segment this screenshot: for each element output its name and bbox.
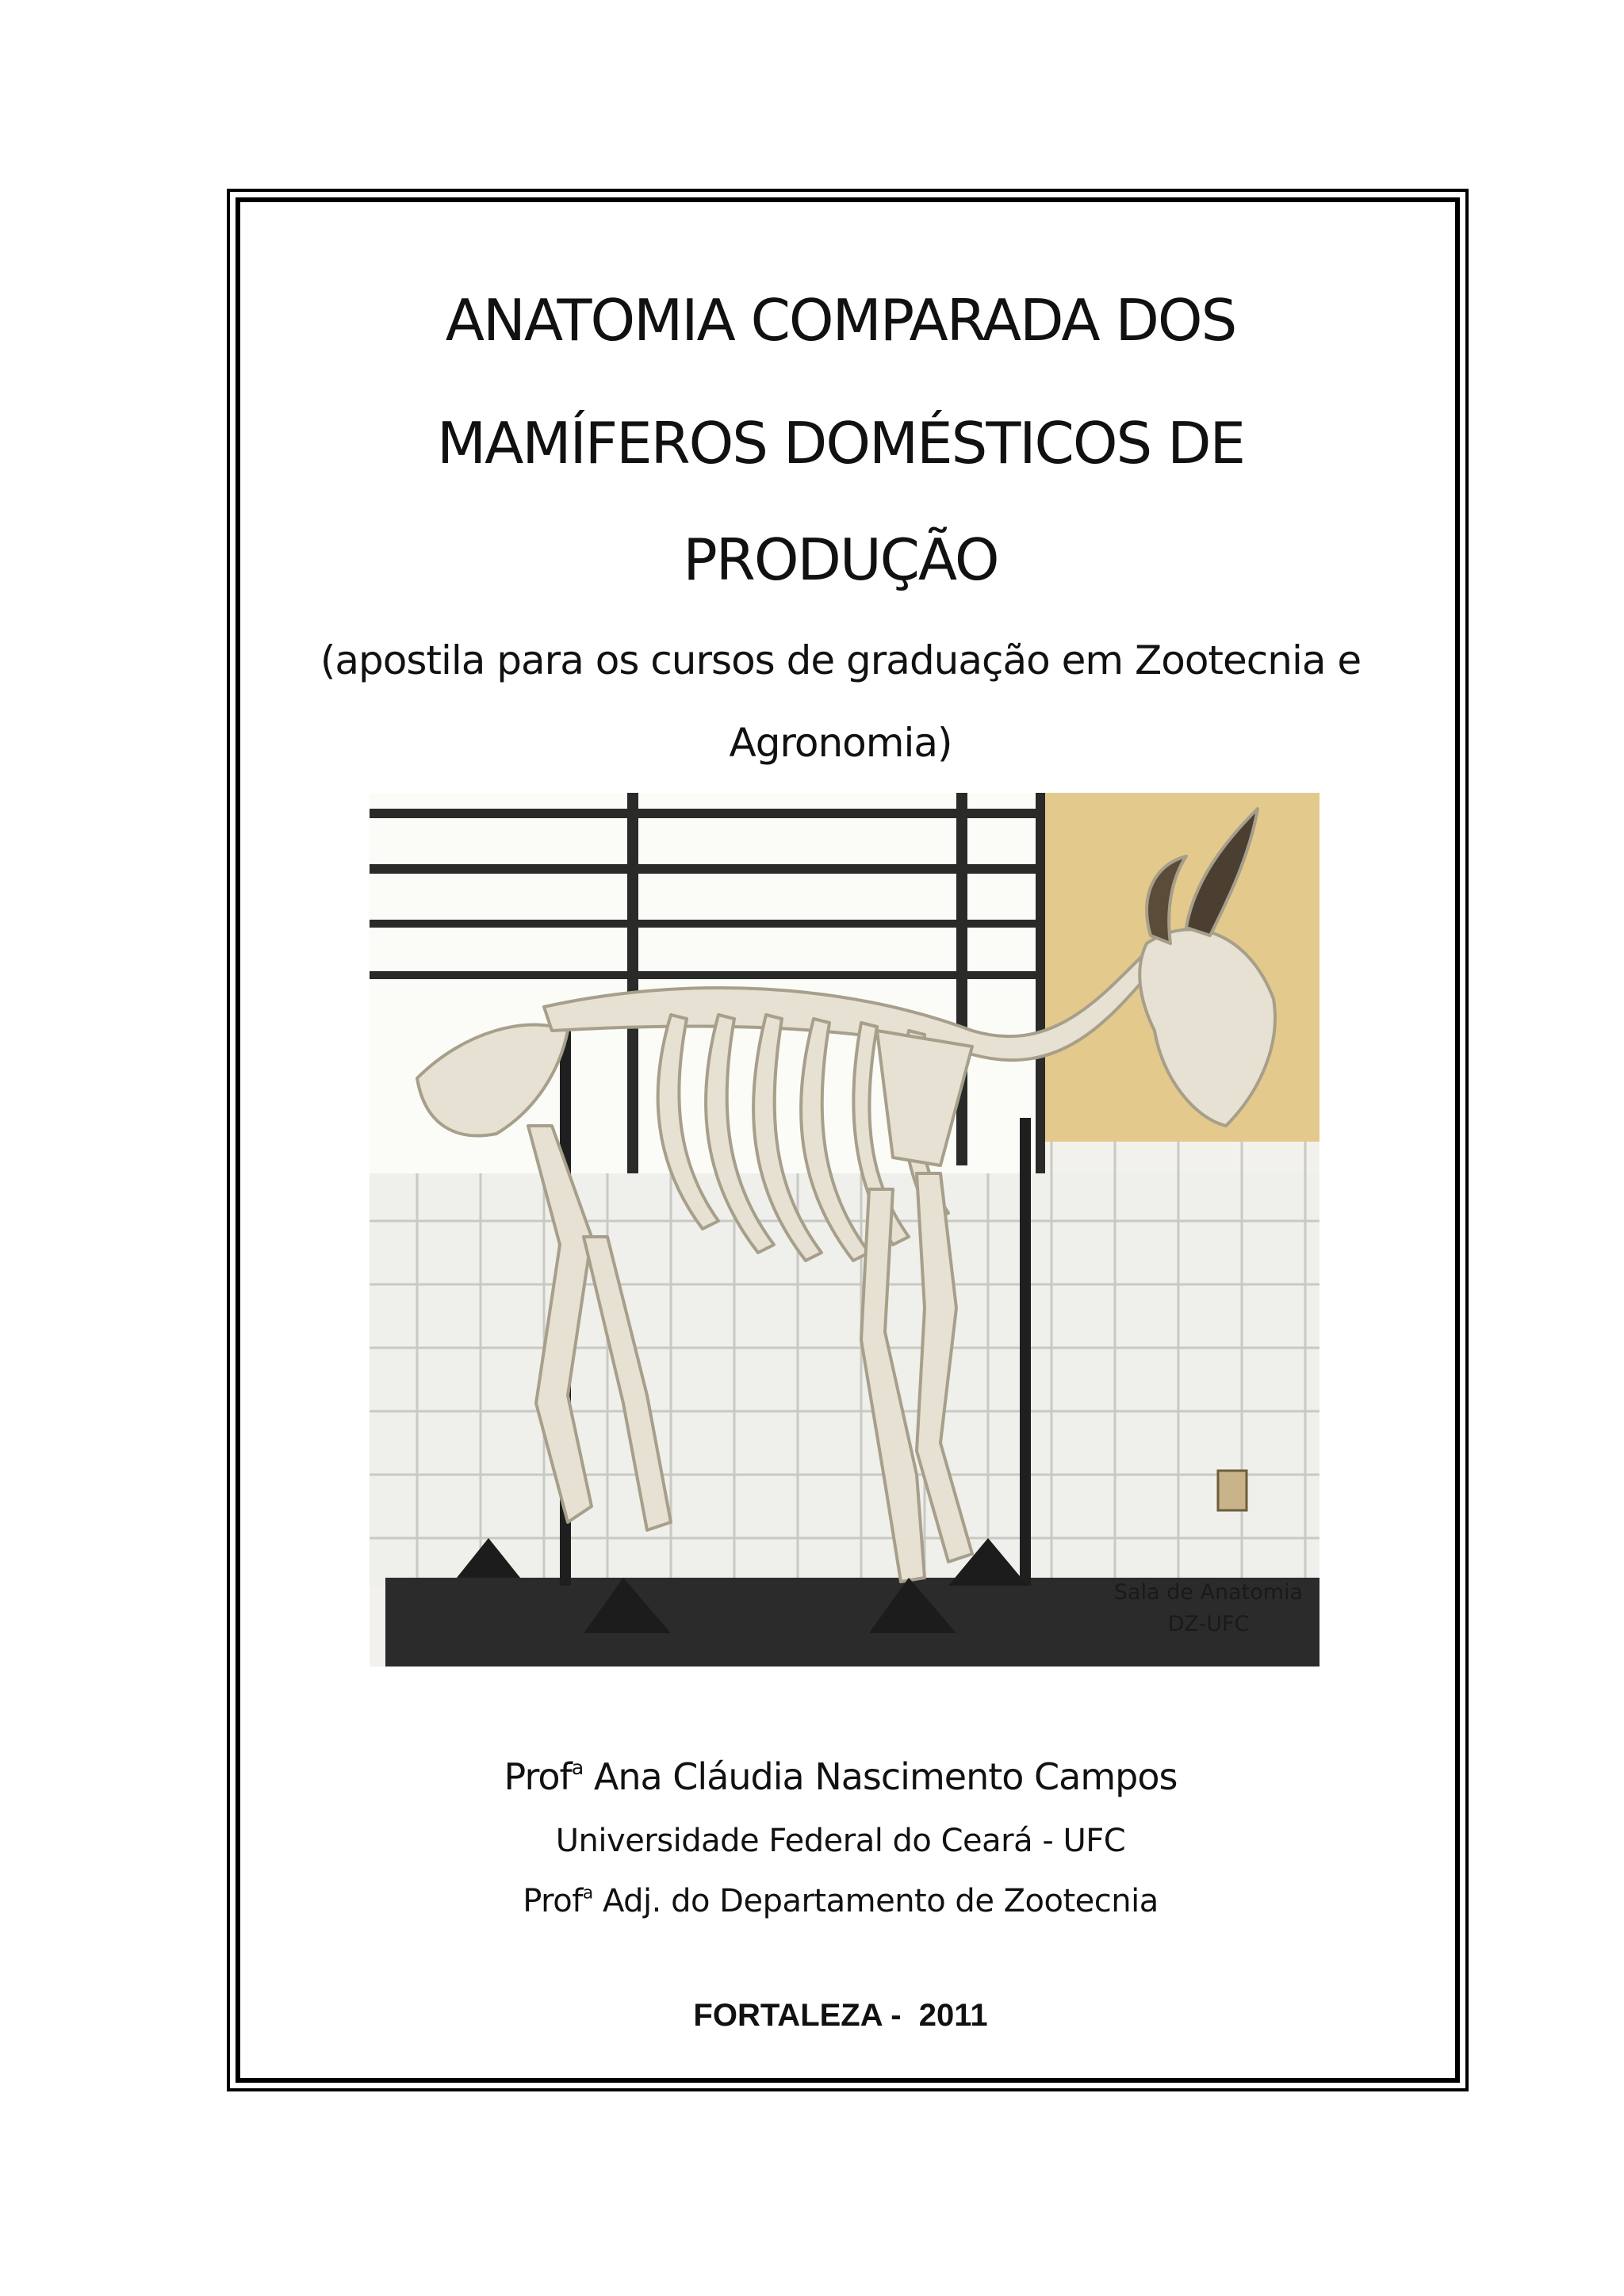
author-sup: a xyxy=(571,1756,584,1780)
footer-city-year: FORTALEZA - 2011 xyxy=(693,1998,988,2033)
title-line-1: ANATOMIA COMPARADA DOS xyxy=(445,287,1236,354)
author-name: Ana Cláudia Nascimento Campos xyxy=(593,1755,1178,1798)
subtitle-line-2: Agronomia) xyxy=(729,720,952,766)
subtitle-line-1: (apostila para os cursos de graduação em Zootecnia e xyxy=(320,637,1362,683)
title-line-2: MAMÍFEROS DOMÉSTICOS DE xyxy=(436,410,1245,476)
affiliation-university: Universidade Federal do Ceará - UFC xyxy=(555,1823,1126,1859)
author-line xyxy=(254,1755,1427,1798)
skeleton-illustration xyxy=(370,793,1320,1667)
role-rest: Adj. do Departamento de Zootecnia xyxy=(603,1883,1159,1919)
affiliation-role xyxy=(254,1885,1427,1917)
author-prefix: Prof xyxy=(504,1755,572,1798)
cover-photo-skeleton xyxy=(370,793,1320,1667)
photo-caption-line-2: DZ-UFC xyxy=(1167,1612,1250,1636)
role-prefix: Prof xyxy=(523,1883,583,1919)
title-line-3: PRODUÇÃO xyxy=(683,526,998,593)
role-sup: a xyxy=(582,1883,593,1904)
photo-caption-line-1: Sala de Anatomia xyxy=(1113,1580,1304,1605)
